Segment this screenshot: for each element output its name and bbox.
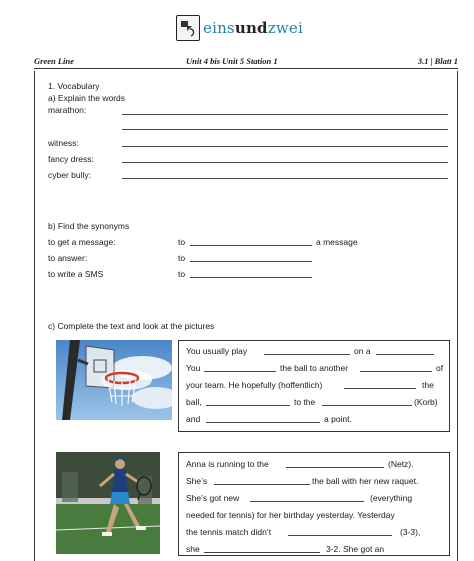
answer-line[interactable] [122,178,448,179]
section-b-title: b) Find the synonyms [48,221,130,231]
word-label: marathon: [48,105,87,115]
header-left: Green Line [34,56,74,66]
cloze-text: a point. [324,414,352,424]
cloze-text: You usually play [186,346,248,356]
logo-face-icon [176,15,200,41]
cloze-text: needed for tennis) for her birthday yesterday. Yesterday [186,510,395,520]
synonym-suffix: a message [316,237,358,247]
synonym-to: to [178,253,186,263]
cloze-text: the tennis match didn’t [186,527,272,537]
synonym-to: to [178,269,186,279]
cloze-text: and [186,414,201,424]
synonym-to: to [178,237,186,247]
synonym-label: to answer: [48,253,88,263]
cloze-blank[interactable] [322,405,412,406]
header-middle: Unit 4 bis Unit 5 Station 1 [186,56,278,66]
cloze-text: the [422,380,434,390]
cloze-text: You [186,363,201,373]
cloze-blank[interactable] [288,535,392,536]
cloze-text: (everything [370,493,413,503]
cloze-blank[interactable] [204,371,276,372]
cloze-blank[interactable] [214,484,310,485]
cloze-text: She’s got new [186,493,240,503]
synonym-answer-line[interactable] [190,261,312,262]
logo [176,14,303,42]
header-right: 3.1 | Blatt 1 [417,56,458,66]
word-label: witness: [48,138,79,148]
answer-line[interactable] [122,129,448,130]
cloze-blank[interactable] [360,371,432,372]
answer-line[interactable] [122,162,448,163]
header-rule [34,68,458,69]
cloze-text: she [186,544,200,554]
section-title: 1. Vocabulary [48,81,100,91]
section-a-title: a) Explain the words [48,93,126,103]
cloze-blank[interactable] [206,422,320,423]
synonym-answer-line[interactable] [190,245,312,246]
cloze-blank[interactable] [376,354,434,355]
cloze-blank[interactable] [206,405,290,406]
basketball-hoop-picture [56,340,172,420]
cloze-text: ball, [186,397,202,407]
synonym-label: to get a message: [48,237,116,247]
worksheet-header [34,56,458,68]
logo-wordmark: einsundzwei [203,19,303,37]
cloze-text: the ball with her new raquet. [312,476,419,486]
synonym-label: to write a SMS [48,269,104,279]
cloze-blank[interactable] [204,552,320,553]
cloze-text: to the [294,397,316,407]
cloze-text: Anna is running to the [186,459,269,469]
synonym-answer-line[interactable] [190,277,312,278]
cloze-blank[interactable] [264,354,350,355]
answer-line[interactable] [122,146,448,147]
cloze-text: of [436,363,444,373]
cloze-text: your team. He hopefully (hoffentlich) [186,380,323,390]
answer-line[interactable] [122,114,448,115]
cloze-text: (3-3), [400,527,421,537]
cloze-blank[interactable] [286,467,384,468]
cloze-text: on a [354,346,371,356]
cloze-blank[interactable] [344,388,416,389]
tennis-player-picture [56,452,160,554]
section-c-title: c) Complete the text and look at the pictures [48,321,215,331]
cloze-blank[interactable] [250,501,364,502]
cloze-text: 3-2. She got an [326,544,385,554]
word-label: cyber bully: [48,170,91,180]
cloze-text: She’s [186,476,208,486]
word-label: fancy dress: [48,154,94,164]
cloze-text: (Korb) [414,397,438,407]
cloze-text: the ball to another [280,363,349,373]
cloze-text: (Netz). [388,459,414,469]
